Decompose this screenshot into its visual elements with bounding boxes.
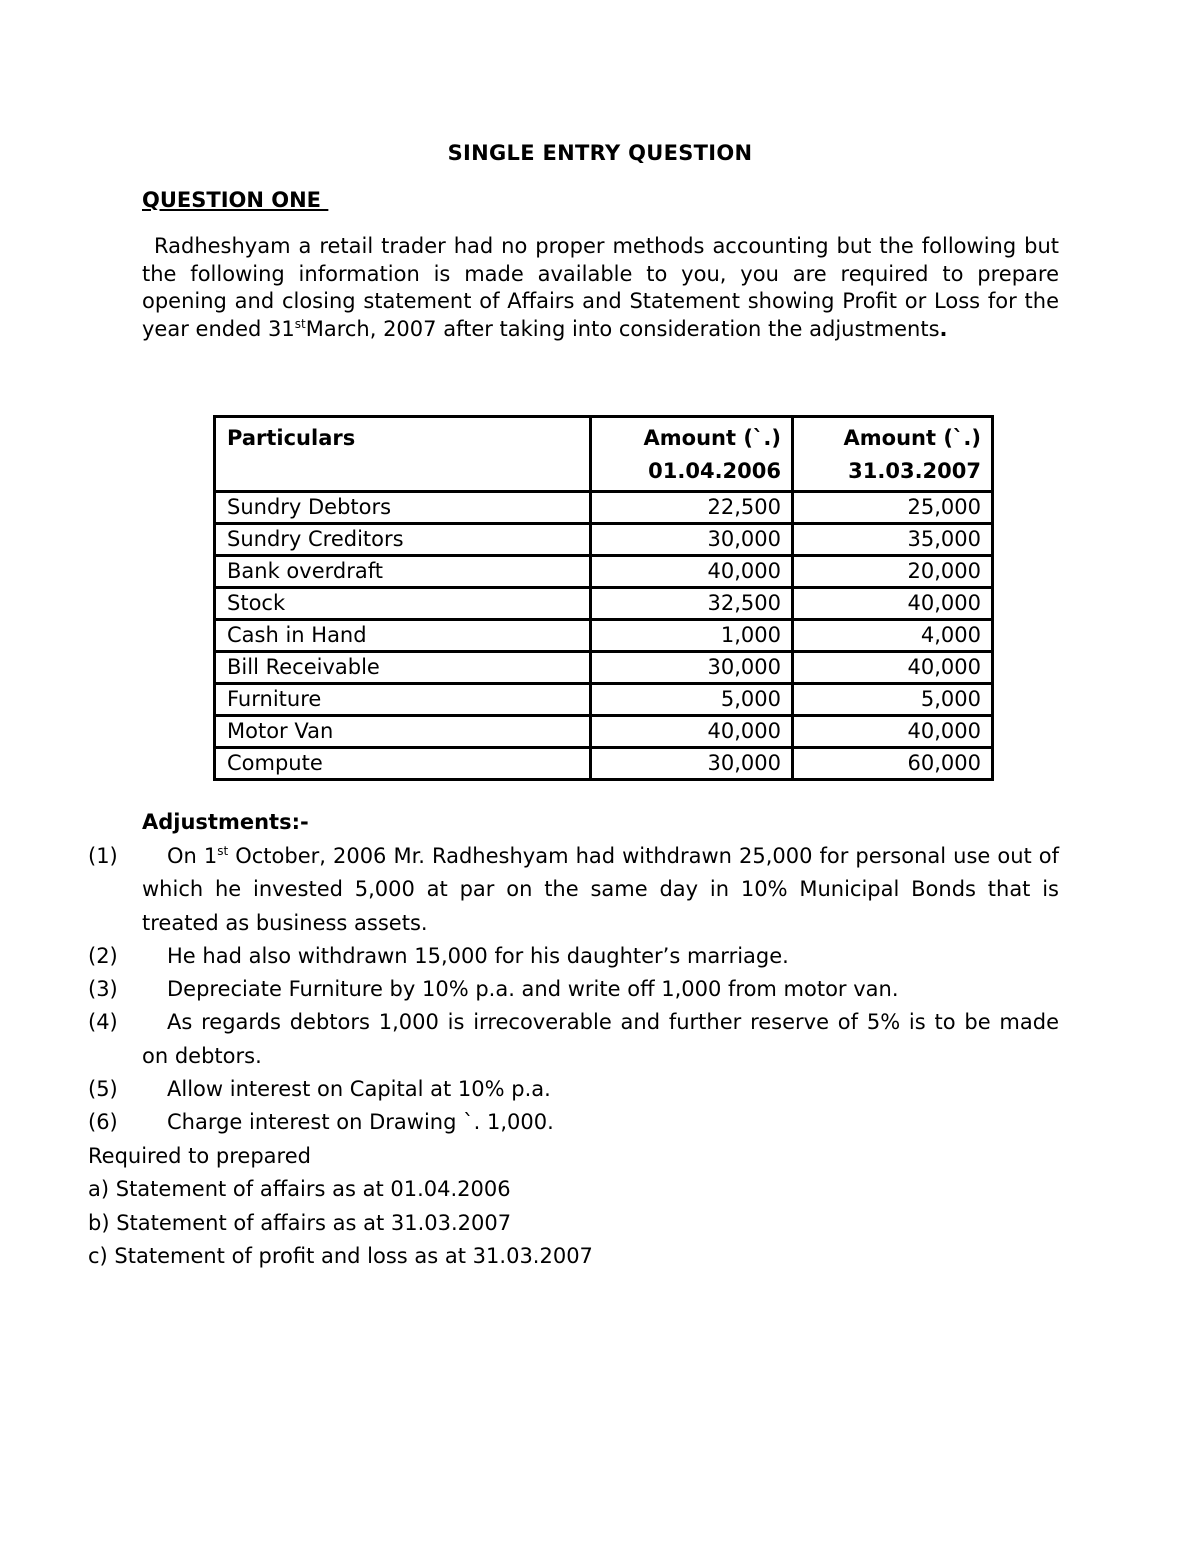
adjustment-text-pre: On 1 (167, 844, 218, 868)
table-body (215, 492, 993, 780)
required-section (88, 1140, 593, 1273)
intro-end-period: . (939, 316, 948, 341)
row-opening-amount: 40,000 (591, 716, 793, 748)
adjustment-number: (2) (88, 943, 118, 968)
adjustment-number: (3) (88, 977, 118, 1002)
question-intro (142, 233, 1059, 343)
header-particulars: Particulars (215, 417, 591, 492)
table-row (215, 588, 993, 620)
row-closing-amount: 40,000 (793, 652, 993, 684)
adjustment-text-body: Charge interest on Drawing `. 1,000. (167, 1110, 554, 1135)
row-opening-amount: 30,000 (591, 524, 793, 556)
adjustment-item (88, 1006, 1059, 1073)
adjustment-text (142, 940, 1059, 973)
adjustment-text (142, 1006, 1059, 1073)
header-closing-label: Amount (`.) (843, 426, 981, 450)
table-row (215, 684, 993, 716)
adjustment-text-body: Depreciate Furniture by 10% p.a. and write off 1,000 from motor van. (167, 977, 899, 1002)
header-opening-label: Amount (`.) (643, 426, 781, 450)
adjustment-text-post: October, 2006 Mr. Radheshyam had withdrawn 25,000 for personal use out of which he invested 5,000 at par on the same day in 10% Municipal Bonds that is treated as business assets. (142, 844, 1060, 935)
table-row (215, 620, 993, 652)
document-title: SINGLE ENTRY QUESTION (447, 141, 753, 165)
balances-table (213, 415, 994, 781)
adjustments-list (88, 840, 1059, 1140)
table-row (215, 556, 993, 588)
row-closing-amount: 35,000 (793, 524, 993, 556)
row-label: Bill Receivable (215, 652, 591, 684)
table-row (215, 652, 993, 684)
required-item: a) Statement of affairs as at 01.04.2006 (88, 1177, 511, 1202)
adjustment-item (88, 1106, 1059, 1139)
adjustment-superscript: st (217, 844, 229, 858)
adjustment-item (88, 840, 1059, 940)
adjustment-text (142, 1073, 1059, 1106)
row-closing-amount: 40,000 (793, 716, 993, 748)
row-label: Sundry Creditors (215, 524, 591, 556)
adjustment-text-body: As regards debtors 1,000 is irrecoverable and further reserve of 5% is to be made on debtors. (142, 1010, 1059, 1068)
adjustment-text (142, 840, 1059, 940)
row-opening-amount: 1,000 (591, 620, 793, 652)
table-row (215, 748, 993, 780)
adjustment-item (88, 973, 1059, 1006)
adjustment-item (88, 1073, 1059, 1106)
row-label: Stock (215, 588, 591, 620)
required-intro: Required to prepared (88, 1144, 311, 1168)
row-opening-amount: 5,000 (591, 684, 793, 716)
row-closing-amount: 20,000 (793, 556, 993, 588)
row-label: Sundry Debtors (215, 492, 591, 524)
row-closing-amount: 5,000 (793, 684, 993, 716)
table-row (215, 524, 993, 556)
question-heading: QUESTION ONE (142, 188, 329, 212)
table-row (215, 716, 993, 748)
adjustments-title: Adjustments:- (142, 810, 309, 834)
adjustment-text-body: He had also withdrawn 15,000 for his daughter’s marriage. (167, 943, 789, 968)
required-item: c) Statement of profit and loss as at 31.03.2007 (88, 1243, 593, 1268)
adjustment-number: (6) (88, 1110, 118, 1135)
row-label: Compute (215, 748, 591, 780)
row-label: Motor Van (215, 716, 591, 748)
row-opening-amount: 30,000 (591, 748, 793, 780)
row-closing-amount: 40,000 (793, 588, 993, 620)
intro-text-part1: Radheshyam a retail trader had no proper methods accounting but the following but the following information is made available to you, you are required to prepare opening and closing statement of Affairs and Statement showing Profit or Loss for the year ended 31 (142, 234, 1059, 341)
table-row (215, 492, 993, 524)
adjustment-text (142, 973, 1059, 1006)
adjustment-number: (4) (88, 1010, 118, 1035)
table-header-row (215, 417, 993, 492)
intro-text-part2: March, 2007 after taking into consideration the adjustments (305, 316, 940, 341)
row-label: Bank overdraft (215, 556, 591, 588)
row-opening-amount: 30,000 (591, 652, 793, 684)
adjustment-number: (5) (88, 1077, 118, 1102)
header-closing-date: 31.03.2007 (848, 459, 981, 483)
adjustment-text (142, 1106, 1059, 1139)
row-closing-amount: 60,000 (793, 748, 993, 780)
row-closing-amount: 4,000 (793, 620, 993, 652)
row-label: Furniture (215, 684, 591, 716)
row-opening-amount: 32,500 (591, 588, 793, 620)
row-closing-amount: 25,000 (793, 492, 993, 524)
adjustment-number: (1) (88, 844, 118, 868)
row-label: Cash in Hand (215, 620, 591, 652)
adjustment-text-body: Allow interest on Capital at 10% p.a. (167, 1077, 551, 1102)
intro-superscript: st (294, 316, 306, 331)
required-item: b) Statement of affairs as at 31.03.2007 (88, 1210, 512, 1235)
row-opening-amount: 22,500 (591, 492, 793, 524)
header-opening-date: 01.04.2006 (648, 459, 781, 483)
row-opening-amount: 40,000 (591, 556, 793, 588)
header-opening-amount (591, 417, 793, 492)
header-closing-amount (793, 417, 993, 492)
adjustment-item (88, 940, 1059, 973)
